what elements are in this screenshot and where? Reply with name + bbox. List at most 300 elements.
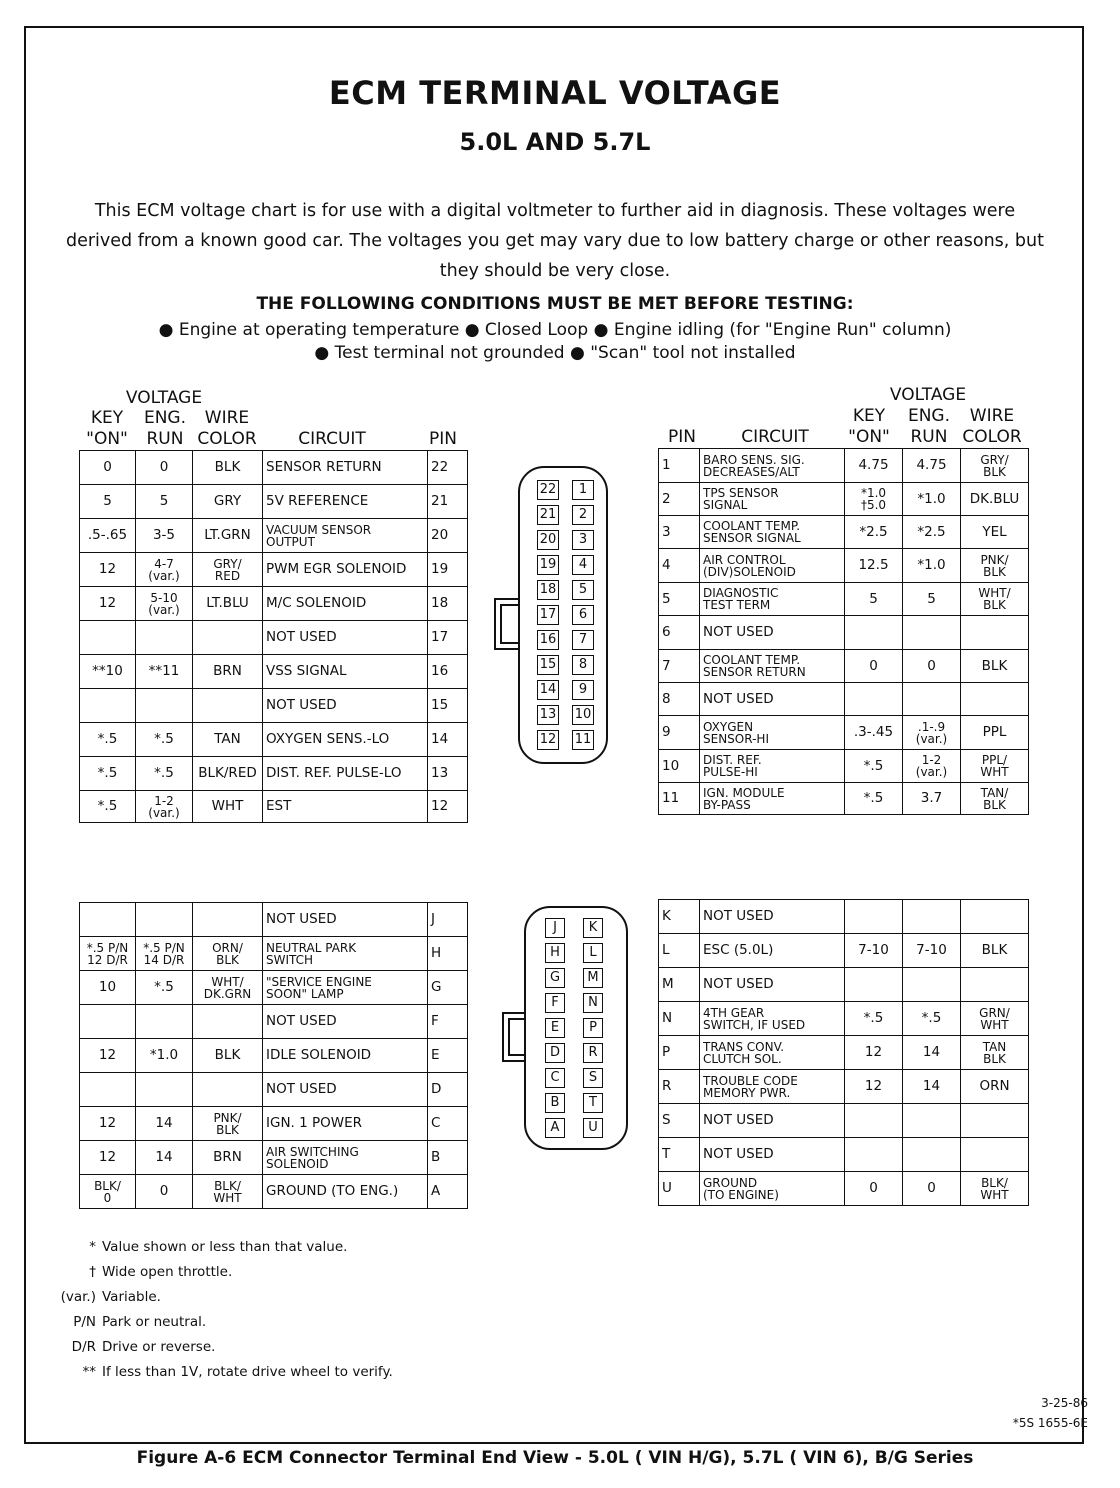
eng-run-cell: 0 xyxy=(903,1172,961,1206)
table-row xyxy=(80,903,468,937)
eng-run-cell: *.5 xyxy=(903,1002,961,1036)
pin-cell: 20 xyxy=(428,519,468,553)
table-row xyxy=(80,1107,468,1141)
wire-color-cell xyxy=(193,689,263,723)
table-row xyxy=(659,750,1029,783)
table-row xyxy=(659,483,1029,516)
table-row xyxy=(659,1172,1029,1206)
table-row xyxy=(659,1002,1029,1036)
pin-cell: 21 xyxy=(428,485,468,519)
connector-pin: A xyxy=(545,1118,565,1138)
table-row xyxy=(659,1104,1029,1138)
circuit-cell: NOT USED xyxy=(263,621,428,655)
key-on-cell: 7-10 xyxy=(845,934,903,968)
footnote-symbol: ** xyxy=(82,1364,96,1380)
connector-pin: L xyxy=(583,943,603,963)
circuit-cell: TRANS CONV. CLUTCH SOL. xyxy=(700,1036,845,1070)
pin-cell: 5 xyxy=(659,583,700,616)
circuit-cell: AIR CONTROL (DIV)SOLENOID xyxy=(700,549,845,583)
wire-color-cell: GRY/ RED xyxy=(193,553,263,587)
key-on-cell: 0 xyxy=(845,650,903,683)
table-row xyxy=(659,1070,1029,1104)
pin-cell: 2 xyxy=(659,483,700,516)
connector-pin: 2 xyxy=(572,505,594,525)
eng-run-cell xyxy=(903,1104,961,1138)
circuit-cell: EST xyxy=(263,791,428,823)
eng-run-cell: **11 xyxy=(136,655,193,689)
pin-cell: S xyxy=(659,1104,700,1138)
connector-pin: 16 xyxy=(537,630,559,650)
pin-cell: 12 xyxy=(428,791,468,823)
left-circuit-header: CIRCUIT xyxy=(298,429,366,449)
connector-pin: U xyxy=(583,1118,603,1138)
table-row xyxy=(659,968,1029,1002)
eng-run-cell: 0 xyxy=(903,650,961,683)
eng-run-cell: 4.75 xyxy=(903,449,961,483)
conditions-line-2: ● Test terminal not grounded ● "Scan" tool not installed xyxy=(314,343,796,363)
eng-run-cell: *1.0 xyxy=(136,1039,193,1073)
left-bottom-terminal-table xyxy=(79,902,468,1209)
wire-color-cell xyxy=(193,1073,263,1107)
circuit-cell: NOT USED xyxy=(700,968,845,1002)
date-stamp: 3-25-86 xyxy=(1041,1396,1088,1410)
circuit-cell: GROUND (TO ENGINE) xyxy=(700,1172,845,1206)
table-row xyxy=(659,650,1029,683)
key-on-cell xyxy=(80,1073,136,1107)
circuit-cell: NOT USED xyxy=(700,616,845,650)
figure-caption: Figure A-6 ECM Connector Terminal End View - 5.0L ( VIN H/G), 5.7L ( VIN 6), B/G Series xyxy=(136,1448,974,1468)
pin-cell: 8 xyxy=(659,683,700,716)
circuit-cell: 5V REFERENCE xyxy=(263,485,428,519)
page-subtitle: 5.0L AND 5.7L xyxy=(459,128,651,156)
pin-cell: 15 xyxy=(428,689,468,723)
key-on-cell: 12 xyxy=(80,1141,136,1175)
footnote-text: Wide open throttle. xyxy=(102,1264,233,1280)
connector-pin: 5 xyxy=(572,580,594,600)
table-row xyxy=(659,549,1029,583)
connector-pin: D xyxy=(545,1043,565,1063)
key-on-cell: *.5 xyxy=(845,750,903,783)
bottom-connector-diagram xyxy=(524,906,628,1150)
circuit-cell: COOLANT TEMP. SENSOR SIGNAL xyxy=(700,516,845,549)
wire-color-cell xyxy=(961,1104,1029,1138)
circuit-cell: COOLANT TEMP. SENSOR RETURN xyxy=(700,650,845,683)
pin-cell: 1 xyxy=(659,449,700,483)
footnote-text: If less than 1V, rotate drive wheel to verify. xyxy=(102,1364,393,1380)
key-on-cell xyxy=(845,968,903,1002)
key-on-cell xyxy=(845,616,903,650)
circuit-cell: NOT USED xyxy=(700,1138,845,1172)
eng-run-cell: *1.0 xyxy=(903,483,961,516)
connector-pin: 18 xyxy=(537,580,559,600)
table-row xyxy=(80,791,468,823)
circuit-cell: GROUND (TO ENG.) xyxy=(263,1175,428,1209)
table-row xyxy=(659,783,1029,815)
table-row xyxy=(80,971,468,1005)
key-on-cell xyxy=(845,683,903,716)
circuit-cell: BARO SENS. SIG. DECREASES/ALT xyxy=(700,449,845,483)
top-connector-tab-inner xyxy=(500,604,520,644)
wire-color-cell: DK.BLU xyxy=(961,483,1029,516)
key-on-cell: .5-.65 xyxy=(80,519,136,553)
key-on-cell: *2.5 xyxy=(845,516,903,549)
wire-color-cell xyxy=(961,1138,1029,1172)
pin-cell: 6 xyxy=(659,616,700,650)
connector-pin: 9 xyxy=(572,680,594,700)
key-on-cell: 0 xyxy=(845,1172,903,1206)
key-on-cell xyxy=(80,1005,136,1039)
document-number: *5S 1655-6E xyxy=(1012,1416,1088,1430)
connector-pin: G xyxy=(545,968,565,988)
table-row xyxy=(659,583,1029,616)
table-row xyxy=(80,553,468,587)
pin-cell: N xyxy=(659,1002,700,1036)
connector-pin: 22 xyxy=(537,480,559,500)
key-on-cell: *.5 xyxy=(845,783,903,815)
eng-run-cell: 3-5 xyxy=(136,519,193,553)
table-row xyxy=(659,934,1029,968)
eng-run-cell: 4-7 (var.) xyxy=(136,553,193,587)
pin-cell: C xyxy=(428,1107,468,1141)
table-row xyxy=(659,716,1029,750)
circuit-cell: TROUBLE CODE MEMORY PWR. xyxy=(700,1070,845,1104)
footnote-symbol: (var.) xyxy=(60,1289,96,1305)
connector-pin: 14 xyxy=(537,680,559,700)
pin-cell: B xyxy=(428,1141,468,1175)
circuit-cell: NOT USED xyxy=(700,1104,845,1138)
eng-run-cell: 3.7 xyxy=(903,783,961,815)
connector-pin: 1 xyxy=(572,480,594,500)
circuit-cell: IGN. MODULE BY-PASS xyxy=(700,783,845,815)
key-on-cell: *.5 xyxy=(80,791,136,823)
pin-cell: G xyxy=(428,971,468,1005)
pin-cell: 13 xyxy=(428,757,468,791)
eng-run-cell: 14 xyxy=(903,1070,961,1104)
eng-run-cell: *.5 xyxy=(136,757,193,791)
pin-cell: 14 xyxy=(428,723,468,757)
wire-color-cell xyxy=(961,683,1029,716)
table-row xyxy=(659,1138,1029,1172)
wire-color-cell: ORN xyxy=(961,1070,1029,1104)
wire-color-cell: ORN/ BLK xyxy=(193,937,263,971)
connector-pin: 3 xyxy=(572,530,594,550)
key-on-cell: *.5 xyxy=(845,1002,903,1036)
circuit-cell: NOT USED xyxy=(263,1073,428,1107)
circuit-cell: SENSOR RETURN xyxy=(263,451,428,485)
footnote-symbol: † xyxy=(89,1264,96,1280)
table-row xyxy=(659,616,1029,650)
table-row xyxy=(80,451,468,485)
key-on-cell: 5 xyxy=(845,583,903,616)
connector-pin: J xyxy=(545,918,565,938)
connector-pin: 13 xyxy=(537,705,559,725)
pin-cell: 17 xyxy=(428,621,468,655)
table-row xyxy=(659,1036,1029,1070)
wire-color-cell: LT.BLU xyxy=(193,587,263,621)
connector-pin: S xyxy=(583,1068,603,1088)
key-on-cell xyxy=(845,1138,903,1172)
key-on-cell: 0 xyxy=(80,451,136,485)
table-row xyxy=(80,937,468,971)
wire-color-cell: GRY xyxy=(193,485,263,519)
table-row xyxy=(80,519,468,553)
key-on-cell: 5 xyxy=(80,485,136,519)
pin-cell: 9 xyxy=(659,716,700,750)
circuit-cell: ESC (5.0L) xyxy=(700,934,845,968)
footnote-text: Park or neutral. xyxy=(102,1314,207,1330)
left-top-terminal-table xyxy=(79,450,468,823)
footnote-item xyxy=(44,1239,347,1255)
wire-color-cell: BLK/RED xyxy=(193,757,263,791)
eng-run-cell xyxy=(903,968,961,1002)
eng-run-cell: 14 xyxy=(136,1107,193,1141)
footnote-item xyxy=(44,1339,215,1355)
wire-color-cell: WHT/ DK.GRN xyxy=(193,971,263,1005)
right-wire-color-header: WIRE COLOR xyxy=(962,406,1022,447)
left-voltage-header: VOLTAGE xyxy=(125,388,203,408)
table-row xyxy=(659,900,1029,934)
table-row xyxy=(80,485,468,519)
eng-run-cell: *.5 P/N 14 D/R xyxy=(136,937,193,971)
table-row xyxy=(80,1005,468,1039)
circuit-cell: 4TH GEAR SWITCH, IF USED xyxy=(700,1002,845,1036)
circuit-cell: IGN. 1 POWER xyxy=(263,1107,428,1141)
connector-pin: 12 xyxy=(537,730,559,750)
wire-color-cell: TAN xyxy=(193,723,263,757)
connector-pin: T xyxy=(583,1093,603,1113)
circuit-cell: DIAGNOSTIC TEST TERM xyxy=(700,583,845,616)
table-row xyxy=(80,1039,468,1073)
circuit-cell: OXYGEN SENSOR-HI xyxy=(700,716,845,750)
key-on-cell xyxy=(80,903,136,937)
key-on-cell xyxy=(845,1104,903,1138)
eng-run-cell xyxy=(136,1073,193,1107)
eng-run-cell xyxy=(903,1138,961,1172)
wire-color-cell: WHT/ BLK xyxy=(961,583,1029,616)
connector-pin: 10 xyxy=(572,705,594,725)
key-on-cell xyxy=(80,689,136,723)
pin-cell: T xyxy=(659,1138,700,1172)
wire-color-cell xyxy=(193,621,263,655)
key-on-cell: *1.0 †5.0 xyxy=(845,483,903,516)
eng-run-cell: 0 xyxy=(136,1175,193,1209)
wire-color-cell: PNK/ BLK xyxy=(961,549,1029,583)
circuit-cell: DIST. REF. PULSE-LO xyxy=(263,757,428,791)
footnote-item xyxy=(44,1364,393,1380)
connector-pin: 4 xyxy=(572,555,594,575)
circuit-cell: NOT USED xyxy=(700,900,845,934)
wire-color-cell: GRN/ WHT xyxy=(961,1002,1029,1036)
connector-pin: K xyxy=(583,918,603,938)
circuit-cell: VACUUM SENSOR OUTPUT xyxy=(263,519,428,553)
circuit-cell: "SERVICE ENGINE SOON" LAMP xyxy=(263,971,428,1005)
eng-run-cell: 1-2 (var.) xyxy=(903,750,961,783)
eng-run-cell: 1-2 (var.) xyxy=(136,791,193,823)
eng-run-cell: *1.0 xyxy=(903,549,961,583)
wire-color-cell xyxy=(961,616,1029,650)
eng-run-cell xyxy=(136,1005,193,1039)
pin-cell: 11 xyxy=(659,783,700,815)
wire-color-cell: PPL/ WHT xyxy=(961,750,1029,783)
circuit-cell: AIR SWITCHING SOLENOID xyxy=(263,1141,428,1175)
circuit-cell: TPS SENSOR SIGNAL xyxy=(700,483,845,516)
eng-run-cell: 5 xyxy=(136,485,193,519)
left-wire-color-header: WIRE COLOR xyxy=(197,408,257,449)
connector-pin: E xyxy=(545,1018,565,1038)
pin-cell: F xyxy=(428,1005,468,1039)
eng-run-cell: .1-.9 (var.) xyxy=(903,716,961,750)
right-eng-run-header: ENG. RUN xyxy=(907,406,951,447)
circuit-cell: M/C SOLENOID xyxy=(263,587,428,621)
eng-run-cell xyxy=(903,683,961,716)
pin-cell: U xyxy=(659,1172,700,1206)
circuit-cell: PWM EGR SOLENOID xyxy=(263,553,428,587)
conditions-line-1: ● Engine at operating temperature ● Closed Loop ● Engine idling (for "Engine Run" column) xyxy=(158,320,952,340)
bottom-connector-tab-inner xyxy=(508,1018,526,1056)
eng-run-cell xyxy=(136,621,193,655)
connector-pin: 11 xyxy=(572,730,594,750)
table-row xyxy=(80,655,468,689)
connector-pin: R xyxy=(583,1043,603,1063)
wire-color-cell: BRN xyxy=(193,655,263,689)
table-row xyxy=(80,723,468,757)
eng-run-cell: *2.5 xyxy=(903,516,961,549)
table-row xyxy=(80,1175,468,1209)
right-bottom-terminal-table xyxy=(658,899,1029,1206)
wire-color-cell: GRY/ BLK xyxy=(961,449,1029,483)
footnote-item xyxy=(44,1289,161,1305)
pin-cell: 22 xyxy=(428,451,468,485)
key-on-cell: *.5 P/N 12 D/R xyxy=(80,937,136,971)
table-row xyxy=(659,516,1029,549)
intro-paragraph: This ECM voltage chart is for use with a digital voltmeter to further aid in diagnosis. These voltages were derived from a known good car. The voltages you get may vary due to low battery charge or other reasons, but they should be very close. xyxy=(65,201,1044,281)
left-key-on-header: KEY "ON" xyxy=(86,408,128,449)
key-on-cell xyxy=(80,621,136,655)
wire-color-cell: BLK xyxy=(193,1039,263,1073)
footnote-symbol: P/N xyxy=(73,1314,96,1330)
pin-cell: M xyxy=(659,968,700,1002)
connector-pin: 6 xyxy=(572,605,594,625)
connector-pin: 20 xyxy=(537,530,559,550)
top-connector-diagram xyxy=(518,466,608,764)
eng-run-cell: 5 xyxy=(903,583,961,616)
table-row xyxy=(80,1073,468,1107)
key-on-cell: 12 xyxy=(80,1039,136,1073)
circuit-cell: OXYGEN SENS.-LO xyxy=(263,723,428,757)
key-on-cell: 12 xyxy=(80,1107,136,1141)
table-row xyxy=(80,587,468,621)
footnote-symbol: * xyxy=(89,1239,96,1255)
key-on-cell: 4.75 xyxy=(845,449,903,483)
pin-cell: 7 xyxy=(659,650,700,683)
circuit-cell: NOT USED xyxy=(263,1005,428,1039)
key-on-cell: 12.5 xyxy=(845,549,903,583)
table-row xyxy=(80,1141,468,1175)
wire-color-cell xyxy=(961,968,1029,1002)
footnote-text: Variable. xyxy=(102,1289,161,1305)
eng-run-cell: 14 xyxy=(903,1036,961,1070)
footnote-item xyxy=(44,1314,206,1330)
footnote-text: Value shown or less than that value. xyxy=(102,1239,348,1255)
circuit-cell: NEUTRAL PARK SWITCH xyxy=(263,937,428,971)
wire-color-cell: TAN BLK xyxy=(961,1036,1029,1070)
wire-color-cell: TAN/ BLK xyxy=(961,783,1029,815)
right-circuit-header: CIRCUIT xyxy=(741,427,809,447)
table-row xyxy=(80,757,468,791)
pin-cell: 3 xyxy=(659,516,700,549)
pin-cell: 4 xyxy=(659,549,700,583)
pin-cell: A xyxy=(428,1175,468,1209)
eng-run-cell xyxy=(903,900,961,934)
circuit-cell: NOT USED xyxy=(263,903,428,937)
key-on-cell: 12 xyxy=(845,1036,903,1070)
footnote-item xyxy=(44,1264,232,1280)
table-row xyxy=(80,621,468,655)
conditions-heading: THE FOLLOWING CONDITIONS MUST BE MET BEFORE TESTING: xyxy=(256,294,854,314)
connector-pin: C xyxy=(545,1068,565,1088)
wire-color-cell xyxy=(193,1005,263,1039)
eng-run-cell xyxy=(136,689,193,723)
pin-cell: K xyxy=(659,900,700,934)
wire-color-cell: BLK xyxy=(193,451,263,485)
wire-color-cell xyxy=(193,903,263,937)
eng-run-cell: *.5 xyxy=(136,971,193,1005)
pin-cell: 19 xyxy=(428,553,468,587)
pin-cell: H xyxy=(428,937,468,971)
left-pin-header: PIN xyxy=(429,429,457,449)
wire-color-cell: PPL xyxy=(961,716,1029,750)
circuit-cell: VSS SIGNAL xyxy=(263,655,428,689)
pin-cell: 10 xyxy=(659,750,700,783)
connector-pin: 15 xyxy=(537,655,559,675)
eng-run-cell: 0 xyxy=(136,451,193,485)
footnote-text: Drive or reverse. xyxy=(102,1339,216,1355)
eng-run-cell: 7-10 xyxy=(903,934,961,968)
right-top-terminal-table xyxy=(658,448,1029,815)
key-on-cell: 12 xyxy=(80,553,136,587)
connector-pin: N xyxy=(583,993,603,1013)
pin-cell: R xyxy=(659,1070,700,1104)
circuit-cell: NOT USED xyxy=(700,683,845,716)
right-voltage-header: VOLTAGE xyxy=(889,385,967,405)
pin-cell: J xyxy=(428,903,468,937)
connector-pin: 8 xyxy=(572,655,594,675)
wire-color-cell: BLK/ WHT xyxy=(193,1175,263,1209)
key-on-cell: 10 xyxy=(80,971,136,1005)
wire-color-cell: LT.GRN xyxy=(193,519,263,553)
eng-run-cell: 5-10 (var.) xyxy=(136,587,193,621)
eng-run-cell xyxy=(136,903,193,937)
circuit-cell: DIST. REF. PULSE-HI xyxy=(700,750,845,783)
right-key-on-header: KEY "ON" xyxy=(848,406,890,447)
circuit-cell: NOT USED xyxy=(263,689,428,723)
pin-cell: D xyxy=(428,1073,468,1107)
pin-cell: E xyxy=(428,1039,468,1073)
key-on-cell: 12 xyxy=(80,587,136,621)
connector-pin: 17 xyxy=(537,605,559,625)
table-row xyxy=(659,449,1029,483)
connector-pin: 19 xyxy=(537,555,559,575)
connector-pin: 21 xyxy=(537,505,559,525)
key-on-cell: .3-.45 xyxy=(845,716,903,750)
pin-cell: P xyxy=(659,1036,700,1070)
key-on-cell: *.5 xyxy=(80,757,136,791)
connector-pin: H xyxy=(545,943,565,963)
page-title: ECM TERMINAL VOLTAGE xyxy=(328,74,782,112)
right-pin-header: PIN xyxy=(668,427,696,447)
eng-run-cell xyxy=(903,616,961,650)
footnote-symbol: D/R xyxy=(71,1339,96,1355)
